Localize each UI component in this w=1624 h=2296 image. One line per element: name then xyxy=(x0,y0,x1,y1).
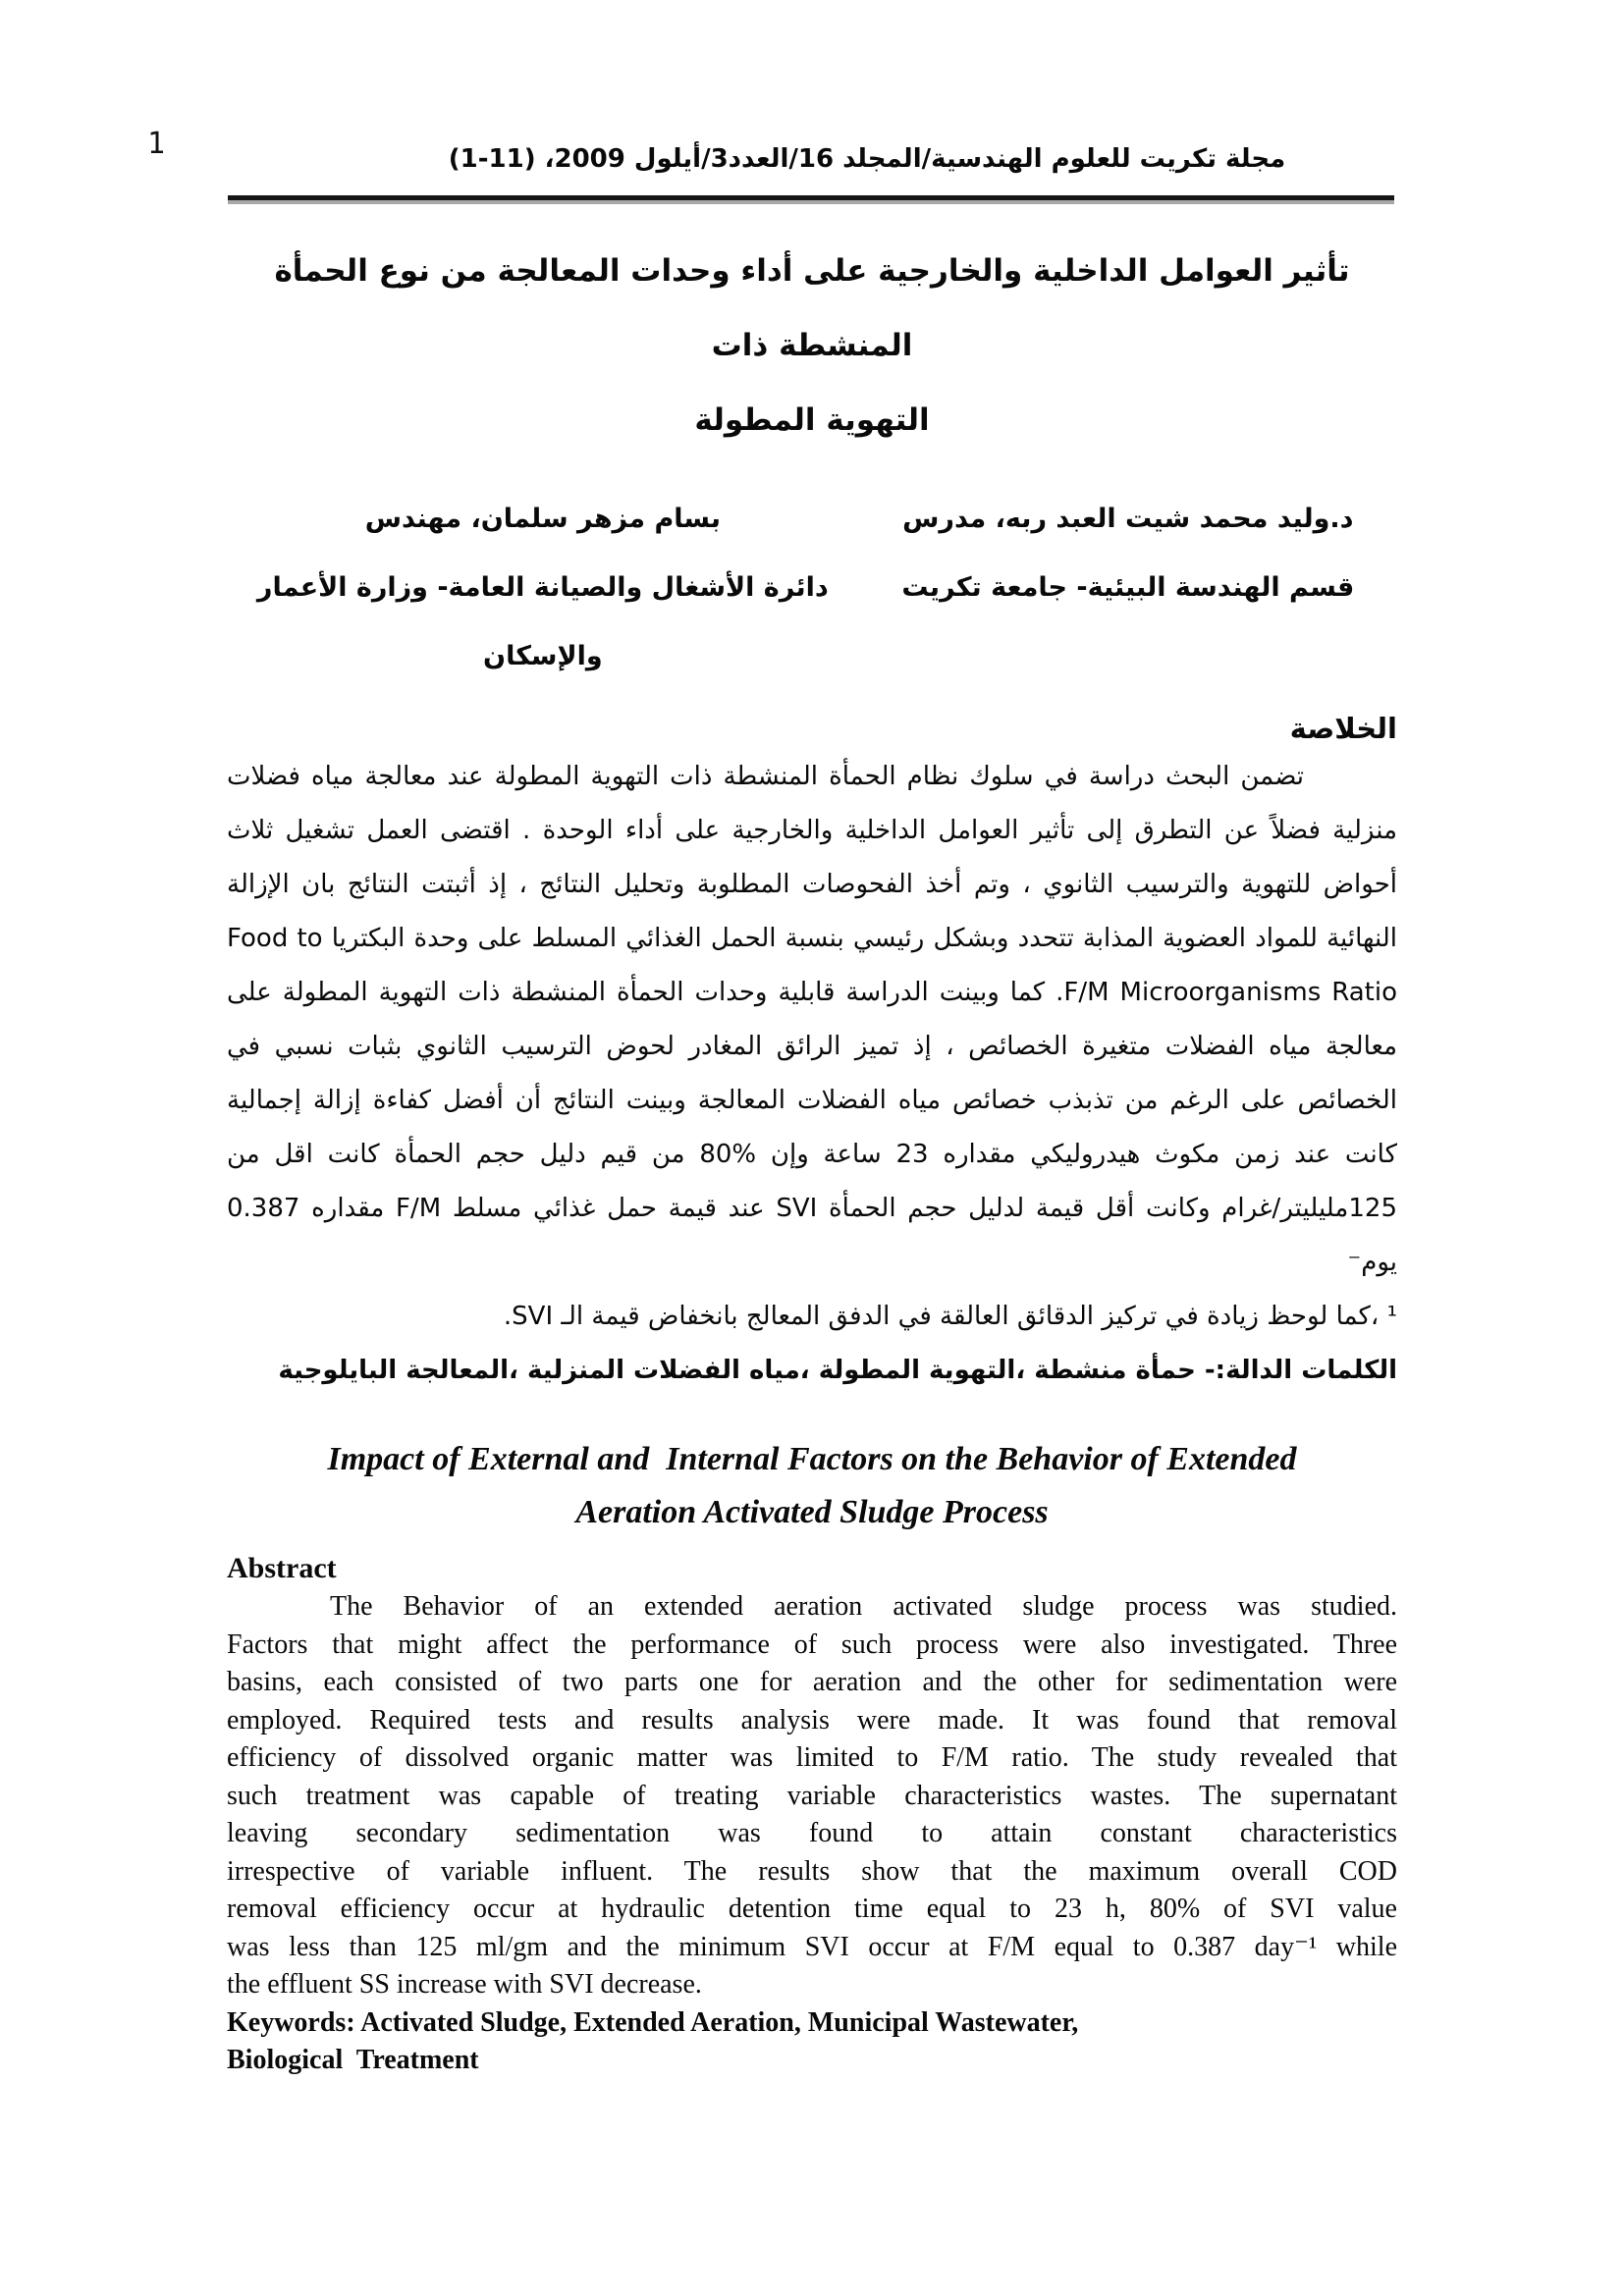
arabic-abstract-line: أحواض للتهوية والترسيب الثانوي ، وتم أخذ الفحوصات المطلوبة وتحليل النتائج ، إذ أثبتت النتائج بان الإزالة xyxy=(227,870,1397,899)
english-abstract-line: efficiency of dissolved organic matter was limited to F/M ratio. The study revealed that xyxy=(227,1742,1397,1773)
arabic-abstract-line: الخصائص على الرغم من تذبذب خصائص مياه الفضلات المعالجة وبينت النتائج أن أفضل كفاءة إزالة إجمالية xyxy=(227,1086,1397,1115)
page-content xyxy=(227,234,1397,2080)
english-abstract-line: Factors that might affect the performance of such process were also investigated. Three xyxy=(227,1629,1397,1660)
english-title-line-1: Impact of External and Internal Factors on the Behavior of Extended xyxy=(327,1441,1297,1477)
english-abstract-line: irrespective of variable influent. The results show that the maximum overall COD xyxy=(227,1855,1397,1887)
header-rule xyxy=(228,195,1394,200)
english-title xyxy=(227,1433,1397,1539)
author-name-right: د.وليد محمد شيت العبد ربه، مدرس xyxy=(902,504,1354,534)
arabic-keywords-line: الكلمات الدالة:- حمأة منشطة ،التهوية المطولة ،مياه الفضلات المنزلية ،المعالجة البايلوجية xyxy=(278,1356,1397,1385)
english-abstract-line: removal efficiency occur at hydraulic detention time equal to 23 h, 80% of SVI value xyxy=(227,1894,1397,1924)
arabic-abstract-line: ¹ ،كما لوحظ زيادة في تركيز الدقائق العالقة في الدفق المعالج بانخفاض قيمة الـ SVI. xyxy=(503,1302,1397,1331)
author-name-left: بسام مزهر سلمان، مهندس xyxy=(364,504,721,534)
english-abstract-line: was less than 125 ml/gm and the minimum SVI occur at F/M equal to 0.387 day⁻¹ while xyxy=(227,1931,1397,1962)
arabic-abstract xyxy=(227,750,1397,1398)
arabic-abstract-heading: الخلاصة xyxy=(1289,712,1397,745)
english-keywords-line-1: Keywords: Activated Sludge, Extended Aeration, Municipal Wastewater, xyxy=(227,2006,1079,2038)
arabic-abstract-line: تضمن البحث دراسة في سلوك نظام الحمأة المنشطة ذات التهوية المطولة عند معالجة مياه فضلات xyxy=(227,762,1304,791)
page-number: 1 xyxy=(147,127,166,161)
english-abstract-heading: Abstract xyxy=(227,1552,337,1584)
english-abstract-line: leaving secondary sedimentation was found to attain constant characteristics xyxy=(227,1818,1397,1848)
author-affiliation-right: قسم الهندسة البيئية- جامعة تكريت xyxy=(901,572,1355,603)
author-affiliation-left: دائرة الأشغال والصيانة العامة- وزارة الأعمار والإسكان xyxy=(256,572,829,671)
arabic-abstract-line: F/M Microorganisms Ratio. كما وبينت الدراسة قابلية وحدات الحمأة المنشطة ذات التهوية المطولة على xyxy=(227,978,1397,1007)
english-abstract-line: basins, each consisted of two parts one for aeration and the other for sedimentation were xyxy=(227,1667,1397,1697)
arabic-title xyxy=(227,234,1397,457)
english-abstract-line: such treatment was capable of treating variable characteristics wastes. The supernatant xyxy=(227,1780,1397,1811)
journal-header-line: مجلة تكريت للعلوم الهندسية/المجلد 16/العدد3/أيلول 2009، (11-1) xyxy=(448,144,1286,174)
arabic-abstract-line: 125مليليتر/غرام وكانت أقل قيمة لدليل حجم الحمأة SVI عند قيمة حمل غذائي مسلط F/M مقداره 0.387 يوم⁻ xyxy=(227,1194,1397,1277)
arabic-abstract-line: معالجة مياه الفضلات متغيرة الخصائص ، إذ تميز الرائق المغادر لحوض الترسيب الثانوي بثبات نسبي في xyxy=(227,1032,1397,1061)
english-title-line-2: Aeration Activated Sludge Process xyxy=(575,1494,1049,1530)
english-abstract-line: The Behavior of an extended aeration activated sludge process was studied. xyxy=(330,1591,1397,1622)
arabic-title-line-2: التهوية المطولة xyxy=(694,402,930,438)
arabic-abstract-line: منزلية فضلاً عن التطرق إلى تأثير العوامل الداخلية والخارجية على أداء الوحدة . اقتضى العمل تشغيل ثلاث xyxy=(227,816,1397,845)
english-keywords-line-2: Biological Treatment xyxy=(227,2045,479,2075)
authors-block xyxy=(227,485,1397,691)
arabic-title-line-1: تأثير العوامل الداخلية والخارجية على أداء وحدات المعالجة من نوع الحمأة المنشطة ذات xyxy=(274,253,1350,363)
arabic-abstract-line: النهائية للمواد العضوية المذابة تتحدد وبشكل رئيسي بنسبة الحمل الغذائي المسلط على وحدة البكتريا Food to xyxy=(227,924,1397,953)
english-abstract-line: the effluent SS increase with SVI decrease. xyxy=(227,1969,702,2000)
english-abstract-line: employed. Required tests and results analysis were made. It was found that removal xyxy=(227,1704,1397,1735)
english-abstract xyxy=(227,1588,1397,2080)
arabic-abstract-line: كانت عند زمن مكوث هيدروليكي مقداره 23 ساعة وإن %80 من قيم دليل حجم الحمأة كانت اقل من xyxy=(227,1140,1397,1169)
